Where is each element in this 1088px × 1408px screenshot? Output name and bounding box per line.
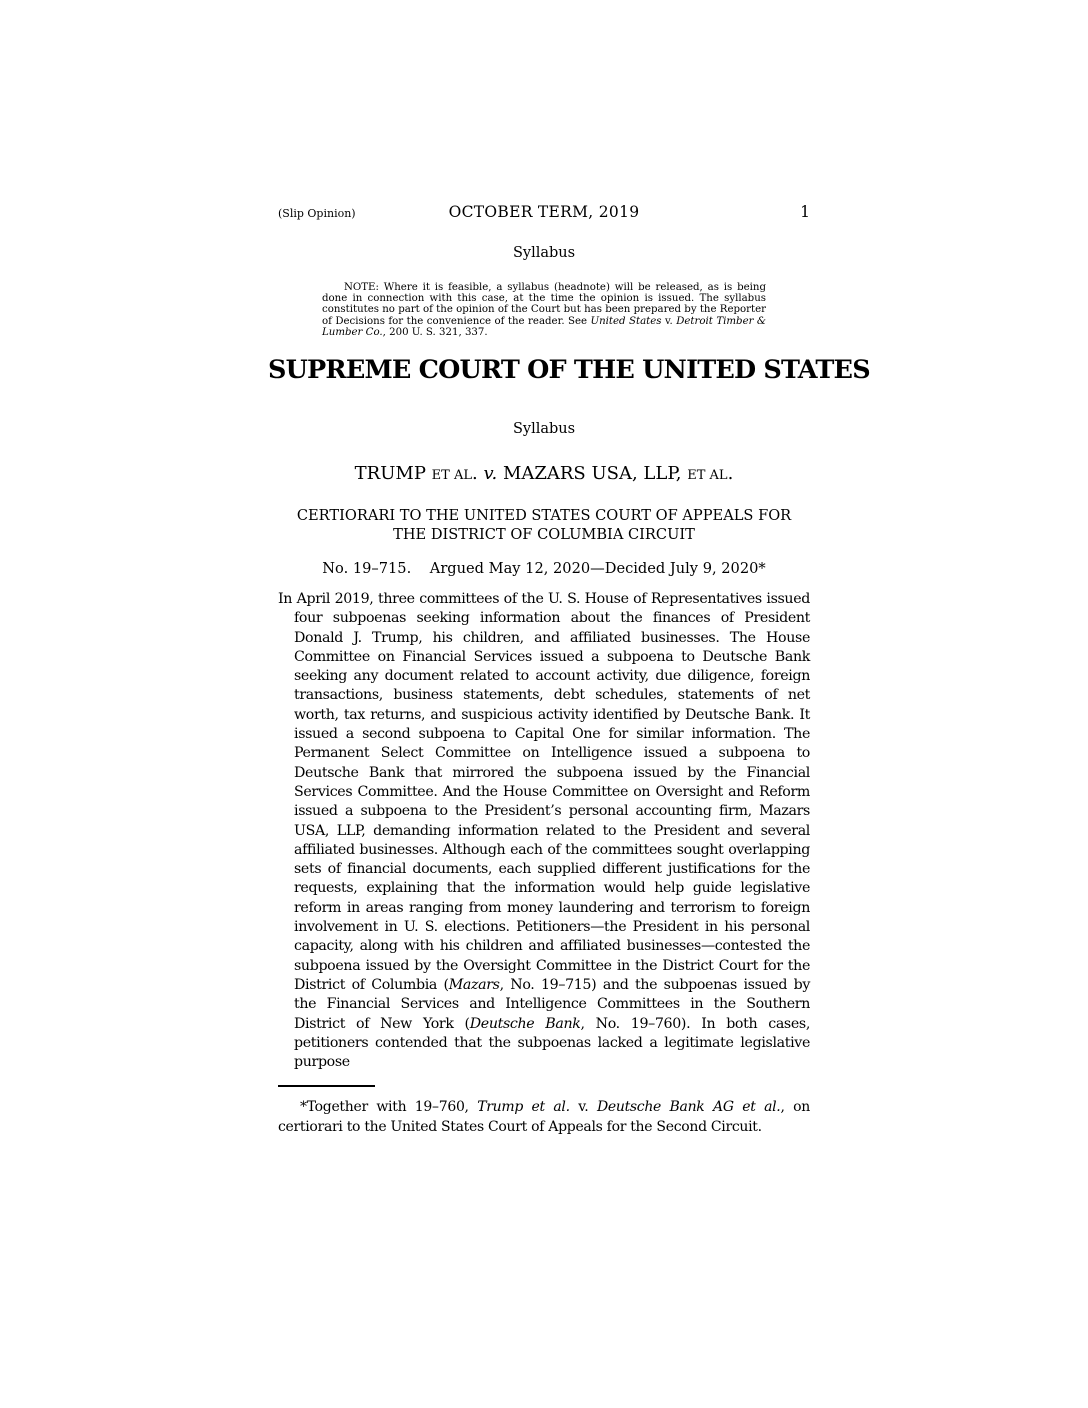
body-italic-mazars: Mazars	[448, 976, 500, 993]
syllabus-heading-top: Syllabus	[512, 245, 576, 261]
body-text-3: , No. 19–760). In both cases, petitioners contended that the subpoenas lacked a legitimate legislative purpose	[294, 1015, 810, 1071]
court-title: SUPREME COURT OF THE UNITED STATES	[268, 355, 870, 385]
caption-et-al-2: ET AL	[687, 468, 728, 483]
term-label: OCTOBER TERM, 2019	[448, 203, 640, 221]
caption-versus: v.	[483, 463, 498, 484]
case-caption	[268, 463, 820, 484]
page-header	[278, 203, 810, 225]
caption-et-al-1: ET AL	[431, 468, 472, 483]
body-text-2: , No. 19–715) and the subpoenas issued by the Financial Services and Intelligence Committees in the Southern District of New York (	[294, 976, 810, 1032]
syllabus-note	[322, 282, 766, 338]
caption-part-2: .	[472, 463, 484, 484]
footnote-text-3: , on certiorari to the United States Court of Appeals for the Second Circuit.	[278, 1099, 810, 1135]
note-text-1: NOTE: Where it is feasible, a syllabus (headnote) will be released, as is being done in connection with this case, at the time the opinion is issued. The syllabus constitutes no part of the opinion of the Court but has been prepared by the Reporter of Decisions for the convenience of the reader. See	[322, 282, 766, 327]
slip-opinion-label: (Slip Opinion)	[278, 207, 356, 220]
syllabus-body	[278, 590, 810, 1072]
note-text-2: v.	[661, 315, 677, 327]
note-text-3: , 200 U. S. 321, 337.	[382, 326, 488, 338]
note-case-name-2: Detroit Timber & Lumber Co.	[322, 315, 766, 338]
page-number: 1	[800, 203, 810, 221]
docket-line: No. 19–715. Argued May 12, 2020—Decided July 9, 2020*	[322, 560, 766, 577]
certiorari-heading: CERTIORARI TO THE UNITED STATES COURT OF APPEALS FOR THE DISTRICT OF COLUMBIA CIRCUIT	[296, 507, 792, 543]
footnote-italic-2: Deutsche Bank AG et al.	[596, 1099, 781, 1115]
caption-part-4: .	[727, 463, 734, 484]
footnote-rule	[278, 1085, 375, 1087]
body-text-1: In April 2019, three committees of the U. S. House of Representatives issued four subpoenas seeking information about the finances of President Donald J. Trump, his children, and affiliated businesses. The House Committee on Financial Services issued a subpoena to Deutsche Bank seeking any document related to account activity, due diligence, foreign transactions, business statements, debt schedules, statements of net worth, tax returns, and suspicious activity identified by Deutsche Bank. It issued a second subpoena to Capital One for similar information. The Permanent Select Committee on Intelligence issued a subpoena to Deutsche Bank that mirrored the subpoena issued by the Financial Services Committee. And the House Committee on Oversight and Reform issued a subpoena to the President’s personal accounting firm, Mazars USA, LLP, demanding information related to the President and several affiliated businesses. Although each of the committees sought overlapping sets of financial documents, each supplied different justifications for the requests, explaining that the information would help guide legislative reform in areas ranging from money laundering and terrorism to foreign involvement in U. S. elections. Petitioners—the President in his personal capacity, along with his children and affiliated businesses—contested the subpoena issued by the Oversight Committee in the District Court for the District of Columbia (	[278, 591, 810, 993]
footnote	[278, 1098, 810, 1137]
footnote-text-2: v.	[569, 1099, 597, 1115]
footnote-italic-1: Trump et al.	[477, 1099, 570, 1115]
caption-part-1: TRUMP	[354, 463, 432, 484]
syllabus-heading: Syllabus	[512, 421, 576, 437]
caption-part-3: MAZARS USA, LLP,	[497, 463, 688, 484]
footnote-text-1: *Together with 19–760,	[300, 1099, 478, 1115]
note-case-name-1: United States	[590, 315, 662, 327]
body-italic-deutsche-bank: Deutsche Bank	[469, 1015, 581, 1032]
